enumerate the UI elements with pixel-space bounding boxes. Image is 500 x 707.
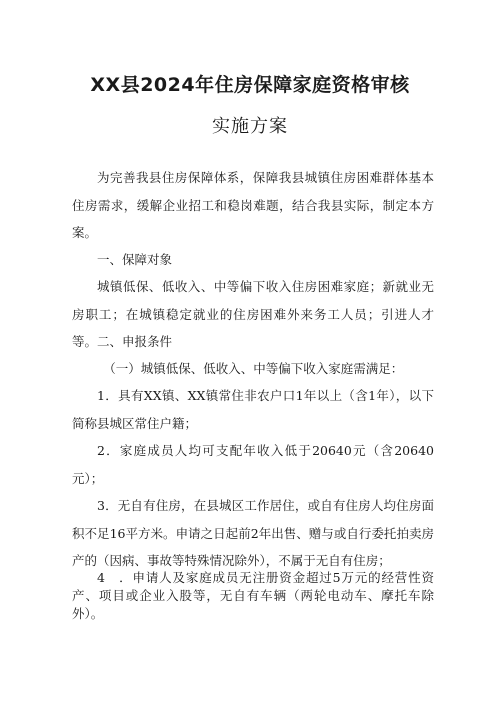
subsection-heading-low-income: （一）城镇低保、低收入、中等偏下收入家庭需满足： [103,361,404,376]
section-heading-conditions: 二、申报条件 [97,334,173,349]
section-heading-beneficiaries: 一、保障对象 [97,252,173,267]
document-title: XX县2024年住房保障家庭资格审核 [90,74,410,96]
beneficiaries-paragraph: 城镇低保、低收入、中等偏下收入住房困难家庭；新就业无房职工；在城镇稳定就业的住房困难外来务工人员；引进人才等。 [72,279,434,349]
condition-item-1: 1．具有XX镇、XX镇常住非农户口1年以上（含1年），以下简称县城区常住户籍； [72,388,434,431]
document-subtitle: 实施方案 [212,116,288,137]
condition-item-3: 3．无自有住房，在县城区工作居住，或自有住房人均住房面积不足16平方米。申请之日起前2年出售、赠与或自行委托拍卖房产的（因病、事故等特殊情况除外），不属于无自有住房； [72,498,434,568]
condition-item-2: 2．家庭成员人均可支配年收入低于20640元（含20640元）； [72,443,434,486]
condition-item-4: 4 ．申请人及家庭成员无注册资金超过5万元的经营性资产、项目或企业入股等，无自有车辆（两轮电动车、摩托车除外）。 [72,570,434,621]
intro-paragraph: 为完善我县住房保障体系，保障我县城镇住房困难群体基本住房需求，缓解企业招工和稳岗难题，结合我县实际，制定本方案。 [72,170,434,240]
